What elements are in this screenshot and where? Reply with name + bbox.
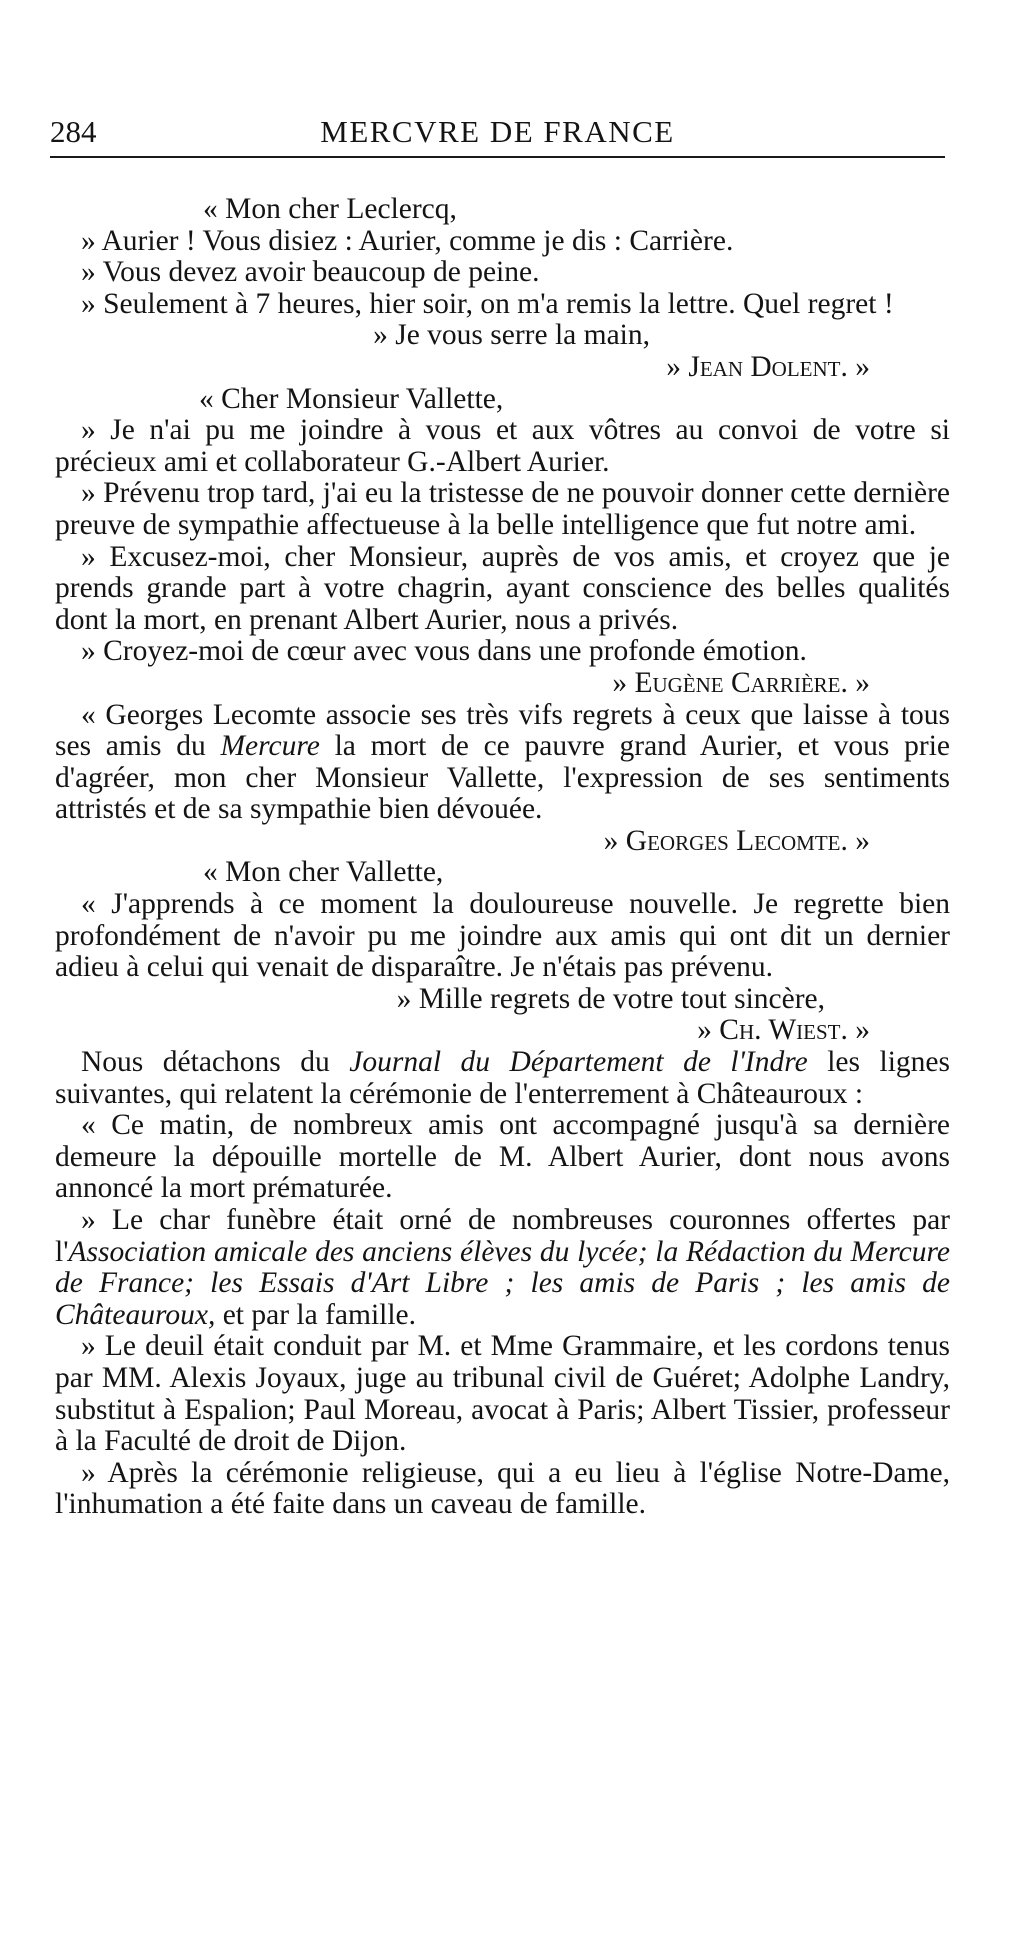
text-run: » Excusez-moi, cher Monsieur, auprès de vos amis, et croyez que je prends grande part à votre chagrin, ayant conscience des belles qualités dont la mort, en prenant Albert Aurier, nous a privés. [55, 540, 950, 636]
paragraph [55, 257, 950, 289]
paragraph [55, 289, 950, 321]
text-run: » Je n'ai pu me joindre à vous et aux vôtres au convoi de votre si précieux ami et collaborateur G.-Albert Aurier. [55, 414, 950, 478]
letter-signature [55, 826, 950, 858]
text-run: » Jean Dolent. » [666, 350, 870, 383]
letter-signature [55, 320, 950, 352]
italic-title: Association amicale des anciens élèves du lycée; la Rédaction du Mercure de France; les Essais d'Art Libre ; les amis de Paris ; les amis de Châteauroux, [55, 1235, 950, 1331]
text-run: les lignes suivantes, qui relatent la cérémonie de l'enterrement à Châteauroux : [55, 1046, 950, 1110]
paragraph [55, 700, 950, 826]
text-run: « Ce matin, de nombreux amis ont accompagné jusqu'à sa dernière demeure la dépouille mortelle de M. Albert Aurier, dont nous avons annoncé la mort prématurée. [55, 1109, 950, 1205]
paragraph [55, 1047, 950, 1110]
text-run: Nous détachons du [81, 1046, 350, 1079]
text-run: « Mon cher Leclercq, [203, 193, 457, 225]
text-run: » Après la cérémonie religieuse, qui a eu lieu à l'église Notre-Dame, l'inhumation a été faite dans un caveau de famille. [55, 1456, 950, 1521]
text-run: » Vous devez avoir beaucoup de peine. [81, 256, 540, 289]
text-run: la mort de ce pauvre grand Aurier, et vous prie d'agréer, mon cher Monsieur Vallette, l'expression de ses sentiments attristés et de sa sympathie bien dévouée. [55, 730, 950, 826]
text-run: « Cher Monsieur Vallette, [199, 382, 504, 415]
text-run: et par la famille. [215, 1298, 416, 1331]
text-run: « Georges Lecomte associe ses très vifs regrets à ceux que laisse à tous ses amis du [55, 698, 950, 763]
paragraph [55, 542, 950, 637]
paragraph [55, 1331, 950, 1457]
paragraph [55, 889, 950, 984]
text-run: » Aurier ! Vous disiez : Aurier, comme je dis : Carrière. [81, 224, 734, 257]
text-run: » Le char funèbre était orné de nombreuses couronnes offertes par l' [55, 1204, 950, 1268]
letter-salutation [55, 384, 950, 416]
text-run: « J'apprends à ce moment la douloureuse nouvelle. Je regrette bien profondément de n'avoir pu me joindre aux amis qui ont dit un dernier adieu à celui qui venait de disparaître. Je n'étais pas prévenu. [55, 888, 950, 984]
running-title: MERCVRE DE FRANCE [320, 114, 675, 149]
italic-title: Journal du Département de l'Indre [349, 1046, 808, 1079]
letter-signature [55, 668, 950, 700]
letter-signature [55, 352, 950, 384]
page-number: 284 [50, 114, 97, 149]
italic-title: Mercure [220, 730, 320, 763]
text-run: « Mon cher Vallette, [203, 856, 444, 889]
paragraph [55, 1110, 950, 1205]
text-run: » Prévenu trop tard, j'ai eu la tristesse de ne pouvoir donner cette dernière preuve de sympathie affectueuse à la belle intelligence que fut notre ami. [55, 477, 950, 541]
text-run: » Eugène Carrière. » [612, 666, 870, 699]
running-header [50, 112, 945, 158]
text-run: » Seulement à 7 heures, hier soir, on m'a remis la lettre. Quel regret ! [81, 287, 894, 320]
paragraph [55, 478, 950, 541]
paragraph [55, 1458, 950, 1521]
paragraph [55, 636, 950, 668]
paragraph [55, 1205, 950, 1331]
text-run: » Georges Lecomte. » [603, 824, 870, 857]
text-run: » Croyez-moi de cœur avec vous dans une profonde émotion. [81, 635, 807, 668]
text-run: » Je vous serre la main, [373, 319, 650, 352]
paragraph [55, 415, 950, 478]
text-run: » Ch. Wiest. » [697, 1014, 870, 1047]
letter-salutation [55, 857, 950, 889]
letter-signature [55, 984, 950, 1016]
body-text [55, 194, 950, 1521]
text-run: » Le deuil était conduit par M. et Mme Grammaire, et les cordons tenus par MM. Alexis Joyaux, juge au tribunal civil de Guéret; Adolphe Landry, substitut à Espalion; Paul Moreau, avocat à Paris; Albert Tissier, professeur à la Faculté de droit de Dijon. [55, 1330, 950, 1458]
paragraph [55, 226, 950, 258]
letter-salutation [55, 194, 950, 226]
text-run: » Mille regrets de votre tout sincère, [396, 982, 825, 1015]
letter-signature [55, 1015, 950, 1047]
